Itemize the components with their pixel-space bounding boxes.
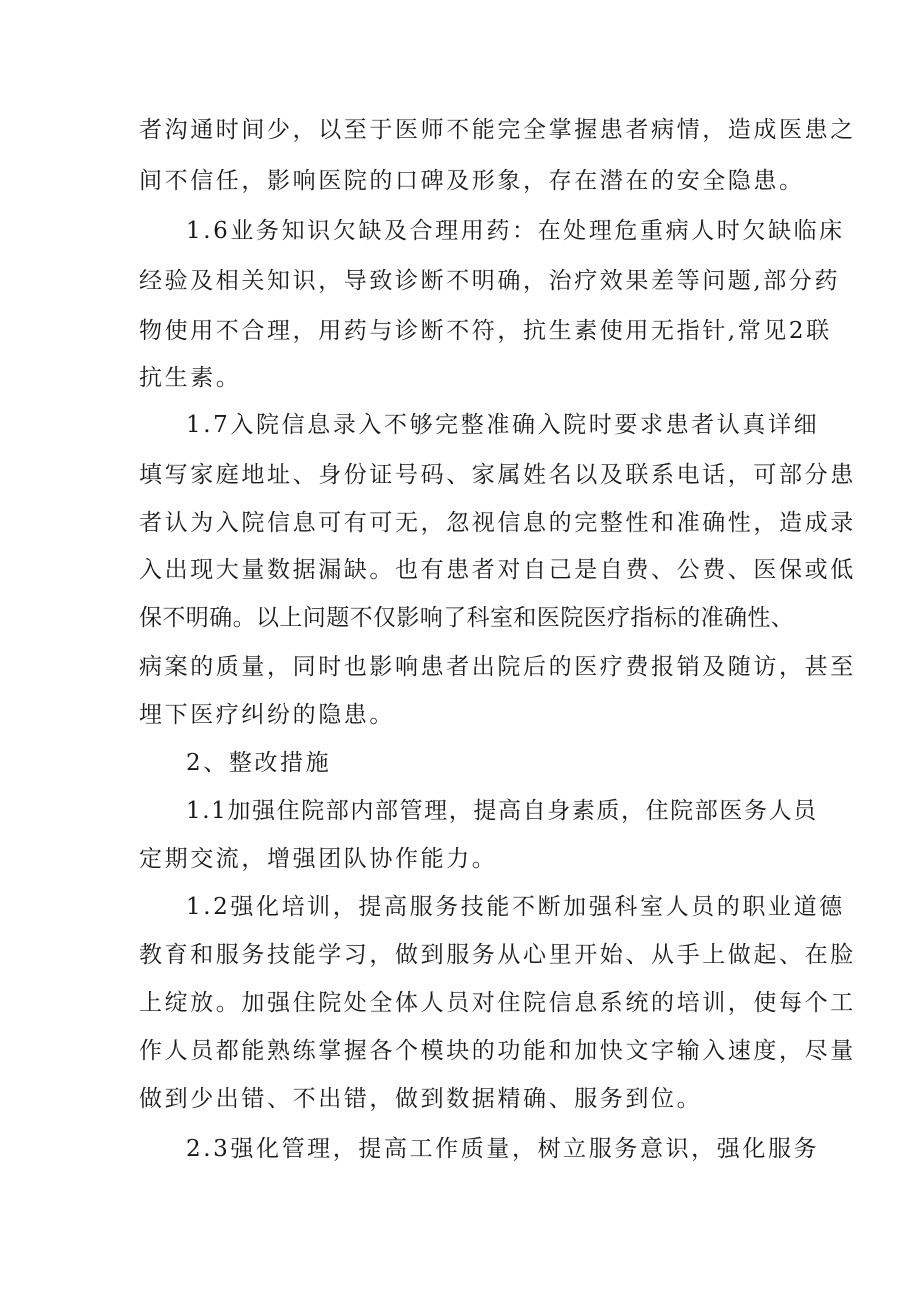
- text-line-22: 2.3强化管理，提高工作质量，树立服务意识，强化服务: [186, 1136, 820, 1162]
- text-line-5: 物使用不合理，用药与诊断不符，抗生素使用无指针,常见2联: [139, 318, 832, 344]
- text-line-11: 保不明确。以上问题不仅影响了科室和医院医疗指标的准确性、: [139, 605, 795, 631]
- text-line-21: 做到少出错、不出错，做到数据精确、服务到位。: [139, 1086, 703, 1112]
- text-line-6: 抗生素。: [139, 365, 242, 391]
- text-line-10: 入出现大量数据漏缺。也有患者对自己是自费、公费、医保或低: [139, 557, 856, 583]
- text-line-8: 填写家庭地址、身份证号码、家属姓名以及联系电话，可部分患: [139, 462, 856, 488]
- text-line-4: 经验及相关知识，导致诊断不明确，治疗效果差等问题,部分药: [139, 268, 841, 294]
- text-line-20: 作人员都能熟练掌握各个模块的功能和加快文字输入速度，尽量: [139, 1038, 856, 1064]
- text-line-7: 1.7入院信息录入不够完整准确入院时要求患者认真详细: [186, 412, 820, 438]
- text-line-18: 教育和服务技能学习，做到服务从心里开始、从手上做起、在脸: [139, 942, 856, 968]
- text-line-3: 1.6业务知识欠缺及合理用药：在处理危重病人时欠缺临床: [186, 218, 845, 244]
- text-line-1: 者沟通时间少，以至于医师不能完全掌握患者病情，造成医患之: [139, 117, 856, 143]
- text-line-12: 病案的质量，同时也影响患者出院后的医疗费报销及随访，甚至: [139, 654, 856, 680]
- text-line-16: 定期交流，增强团队协作能力。: [139, 846, 498, 872]
- text-line-13: 埋下医疗纠纷的隐患。: [139, 702, 395, 728]
- text-line-15: 1.1加强住院部内部管理，提高自身素质，住院部医务人员: [186, 798, 818, 824]
- text-line-19: 上绽放。加强住院处全体人员对住院信息系统的培训，使每个工: [139, 990, 856, 1016]
- text-line-17: 1.2强化培训，提高服务技能不断加强科室人员的职业道德: [186, 894, 845, 920]
- section-heading-rectification: 2、整改措施: [186, 750, 332, 776]
- text-line-2: 间不信任，影响医院的口碑及形象，存在潜在的安全隐患。: [139, 168, 805, 194]
- text-line-9: 者认为入院信息可有可无，忽视信息的完整性和准确性，造成录: [139, 510, 856, 536]
